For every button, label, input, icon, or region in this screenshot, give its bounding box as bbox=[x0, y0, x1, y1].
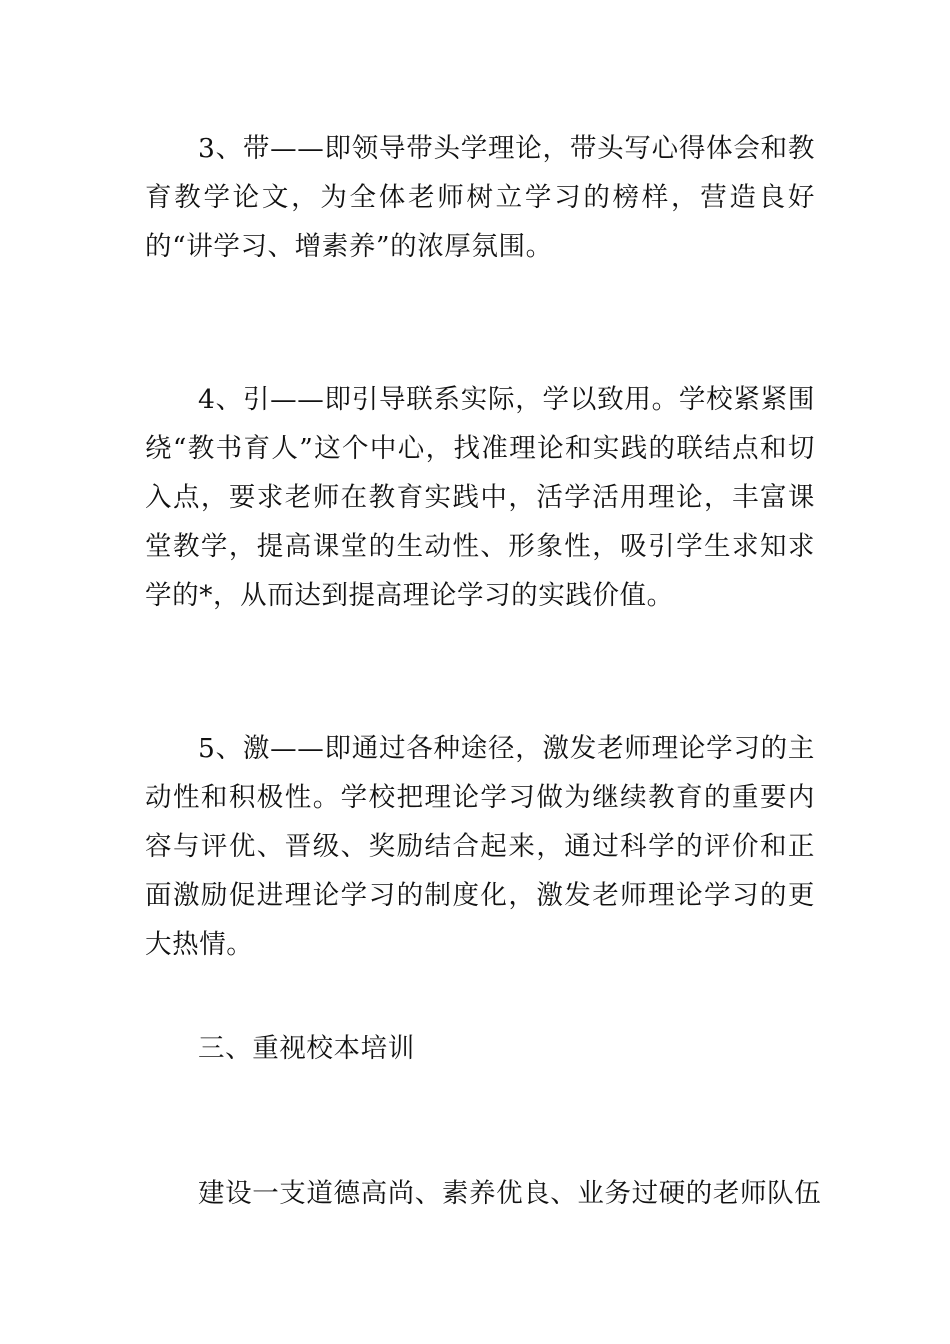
paragraph-teacher-team: 建设一支道德高尚、素养优良、业务过硬的老师队伍 bbox=[198, 1178, 822, 1209]
paragraph-item-4-guide-practice: 4、引——即引导联系实际，学以致用。学校紧紧围绕“教书育人”这个中心，找准理论和实践的联结点和切入点，要求老师在教育实践中，活学活用理论，丰富课堂教学，提高课堂的生动性、形象性，吸引学生求知求学的*，从而达到提高理论学习的实践价值。 bbox=[145, 384, 815, 611]
section-heading-school-training: 三、重视校本培训 bbox=[198, 1033, 415, 1064]
paragraph-item-5-motivate: 5、激——即通过各种途径，激发老师理论学习的主动性和积极性。学校把理论学习做为继续教育的重要内容与评优、晋级、奖励结合起来，通过科学的评价和正面激励促进理论学习的制度化，激发老师理论学习的更大热情。 bbox=[145, 733, 815, 960]
paragraph-item-3-lead-by-example: 3、带——即领导带头学理论，带头写心得体会和教育教学论文，为全体老师树立学习的榜样，营造良好的“讲学习、增素养”的浓厚氛围。 bbox=[145, 133, 815, 262]
